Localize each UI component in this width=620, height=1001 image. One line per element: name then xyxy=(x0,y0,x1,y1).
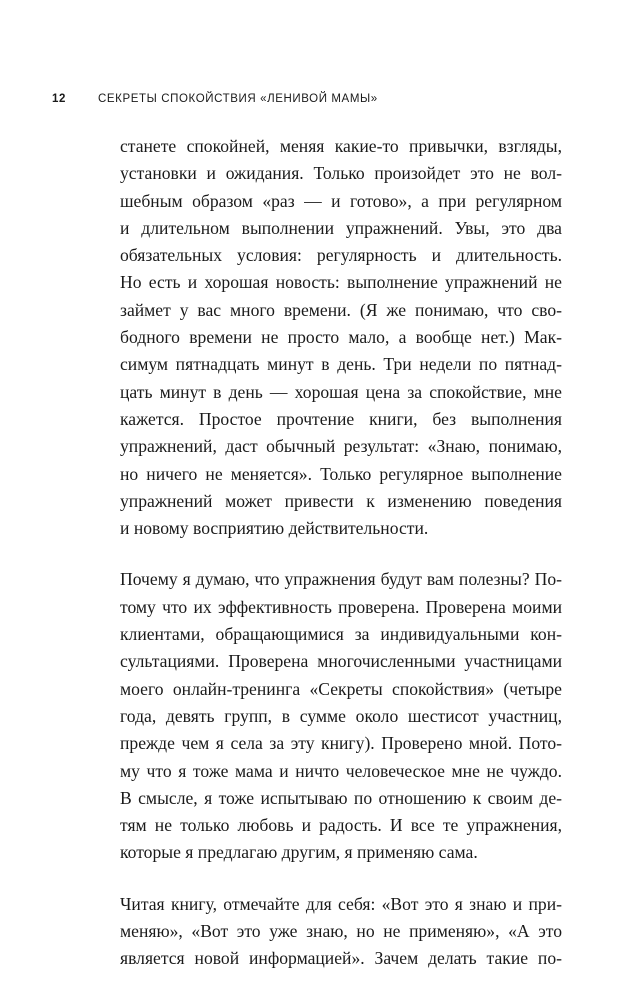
text-line: клиентами, обращающимися за индивидуальными кон- xyxy=(120,624,562,645)
paragraph-3 xyxy=(120,891,562,973)
text-line: сультациями. Проверена многочисленными участницами xyxy=(120,651,562,672)
text-line: му что я тоже мама и ничто человеческое мне не чуждо. xyxy=(120,760,562,781)
text-line: прежде чем я села за эту книгу). Проверено мной. Пото- xyxy=(120,733,562,754)
text-line: упражнений может привести к изменению поведения xyxy=(120,490,562,511)
text-line: обязательных условия: регулярность и длительность. xyxy=(120,245,562,266)
text-line: бодного времени не просто мало, а вообще нет.) Мак- xyxy=(120,327,562,348)
page-number: 12 xyxy=(52,93,66,105)
paragraph-2 xyxy=(120,566,562,866)
text-line: тям не только любовь и радость. И все те упражнения, xyxy=(120,815,562,836)
text-line: которые я предлагаю другим, я применяю сама. xyxy=(120,842,478,863)
text-line: Но есть и хорошая новость: выполнение упражнений не xyxy=(120,272,562,293)
text-line: и новому восприятию действительности. xyxy=(120,518,429,539)
text-line: упражнений, даст обычный результат: «Знаю, понимаю, xyxy=(120,436,562,457)
text-line: Почему я думаю, что упражнения будут вам полезны? По- xyxy=(120,569,562,590)
text-line: займет у вас много времени. (Я же понимаю, что сво- xyxy=(120,299,562,320)
text-line: цать минут в день — хорошая цена за спокойствие, мне xyxy=(120,381,562,402)
text-line: шебным образом «раз — и готово», а при регулярном xyxy=(120,190,562,211)
text-line: моего онлайн-тренинга «Секреты спокойствия» (четыре xyxy=(120,678,562,699)
text-line: установки и ожидания. Только произойдет это не вол- xyxy=(120,163,562,184)
text-line: года, девять групп, в сумме около шестисот участниц, xyxy=(120,705,562,726)
paragraph-1 xyxy=(120,133,562,542)
text-line: меняю», «Вот это уже знаю, но не применяю», «А это xyxy=(120,921,562,942)
text-line: но ничего не меняется». Только регулярное выполнение xyxy=(120,463,562,484)
text-line: станете спокойней, меняя какие-то привычки, взгляды, xyxy=(120,136,562,156)
running-title: СЕКРЕТЫ СПОКОЙСТВИЯ «ЛЕНИВОЙ МАМЫ» xyxy=(98,93,378,105)
text-line: Читая книгу, отмечайте для себя: «Вот это я знаю и при- xyxy=(120,893,562,914)
text-line: является новой информацией». Зачем делать такие по- xyxy=(120,948,562,969)
body-text xyxy=(120,133,562,973)
text-line: и длительном выполнении упражнений. Увы, это два xyxy=(120,217,562,238)
text-line: симум пятнадцать минут в день. Три недели по пятнад- xyxy=(120,354,562,375)
text-line: тому что их эффективность проверена. Проверена моими xyxy=(120,596,562,617)
text-line: кажется. Простое прочтение книги, без выполнения xyxy=(120,408,562,429)
text-line: В смысле, я тоже испытываю по отношению к своим де- xyxy=(120,787,562,808)
running-header xyxy=(52,93,378,105)
